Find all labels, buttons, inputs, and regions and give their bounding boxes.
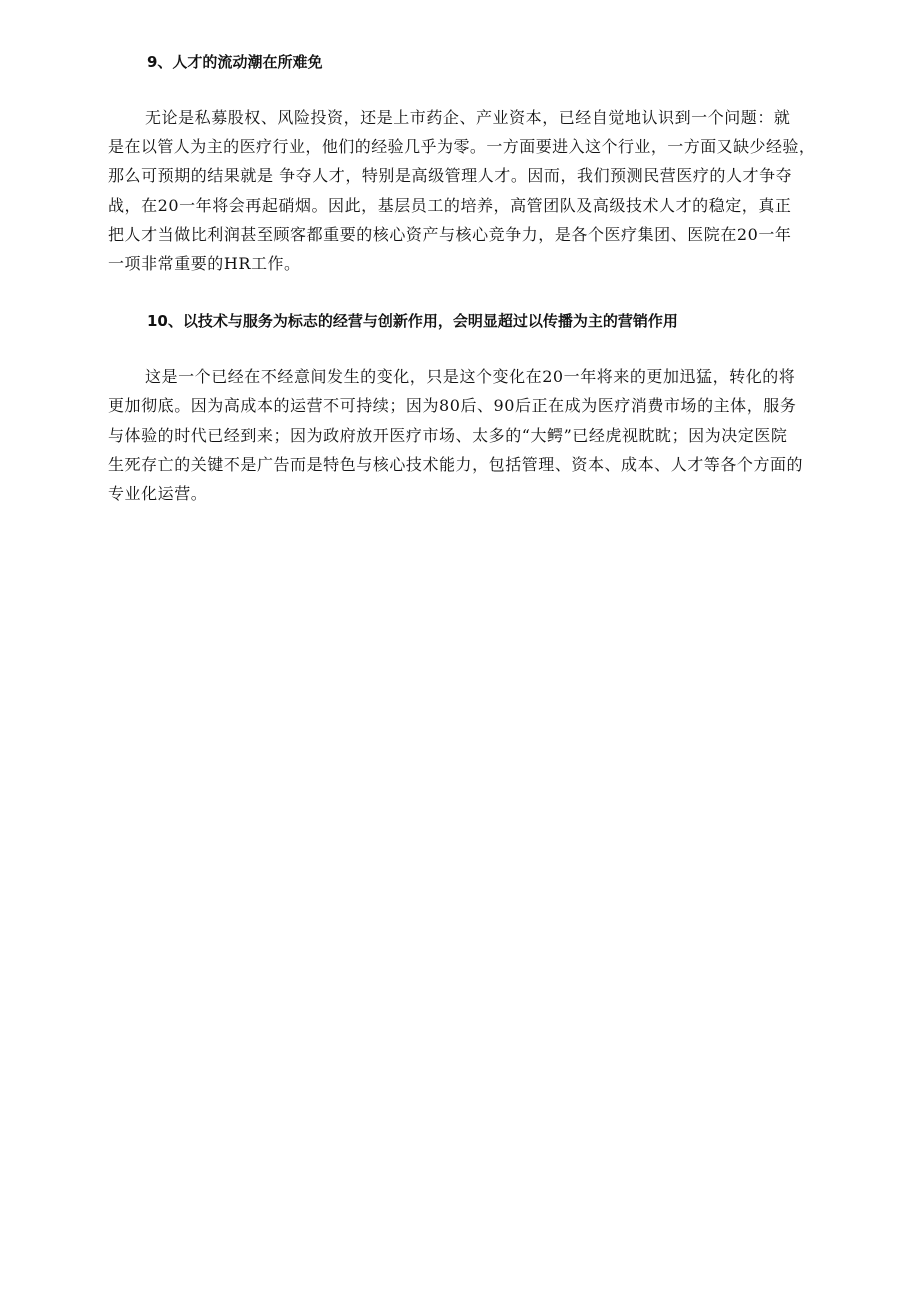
- paragraph-line: 更加彻底。因为高成本的运营不可持续；因为80后、90后正在成为医疗消费市场的主体，服务: [108, 396, 797, 416]
- section-heading-technology-service: 10、以技术与服务为标志的经营与创新作用，会明显超过以传播为主的营销作用: [147, 312, 678, 331]
- paragraph-line: 无论是私募股权、风险投资，还是上市药企、产业资本，已经自觉地认识到一个问题：就: [145, 108, 791, 127]
- section-heading-talent-mobility: 9、人才的流动潮在所难免: [147, 53, 323, 71]
- section-paragraph-talent-mobility: [108, 103, 816, 278]
- paragraph-line: 把人才当做比利润甚至顾客都重要的核心资产与核心竞争力，是各个医疗集团、医院在20一年: [108, 224, 792, 244]
- section-paragraph-technology-service: [108, 362, 816, 508]
- paragraph-line: 是在以管人为主的医疗行业，他们的经验几乎为零。一方面要进入这个行业，一方面又缺少经验，: [108, 137, 816, 157]
- paragraph-line: 专业化运营。: [108, 484, 208, 504]
- paragraph-line: 生死存亡的关键不是广告而是特色与核心技术能力，包括管理、资本、成本、人才等各个方面的: [108, 454, 804, 474]
- paragraph-line: 战，在20一年将会再起硝烟。因此，基层员工的培养，高管团队及高级技术人才的稳定，真正: [108, 195, 792, 215]
- paragraph-line: 与体验的时代已经到来；因为政府放开医疗市场、太多的“大鳄”已经虎视眈眈；因为决定医院: [108, 425, 788, 445]
- paragraph-line: 一项非常重要的HR工作。: [108, 254, 301, 274]
- document-page: [108, 48, 816, 508]
- paragraph-line: 这是一个已经在不经意间发生的变化，只是这个变化在20一年将来的更加迅猛，转化的将: [145, 367, 796, 387]
- paragraph-line: 那么可预期的结果就是 争夺人才，特别是高级管理人才。因而，我们预测民营医疗的人才争夺: [108, 166, 793, 186]
